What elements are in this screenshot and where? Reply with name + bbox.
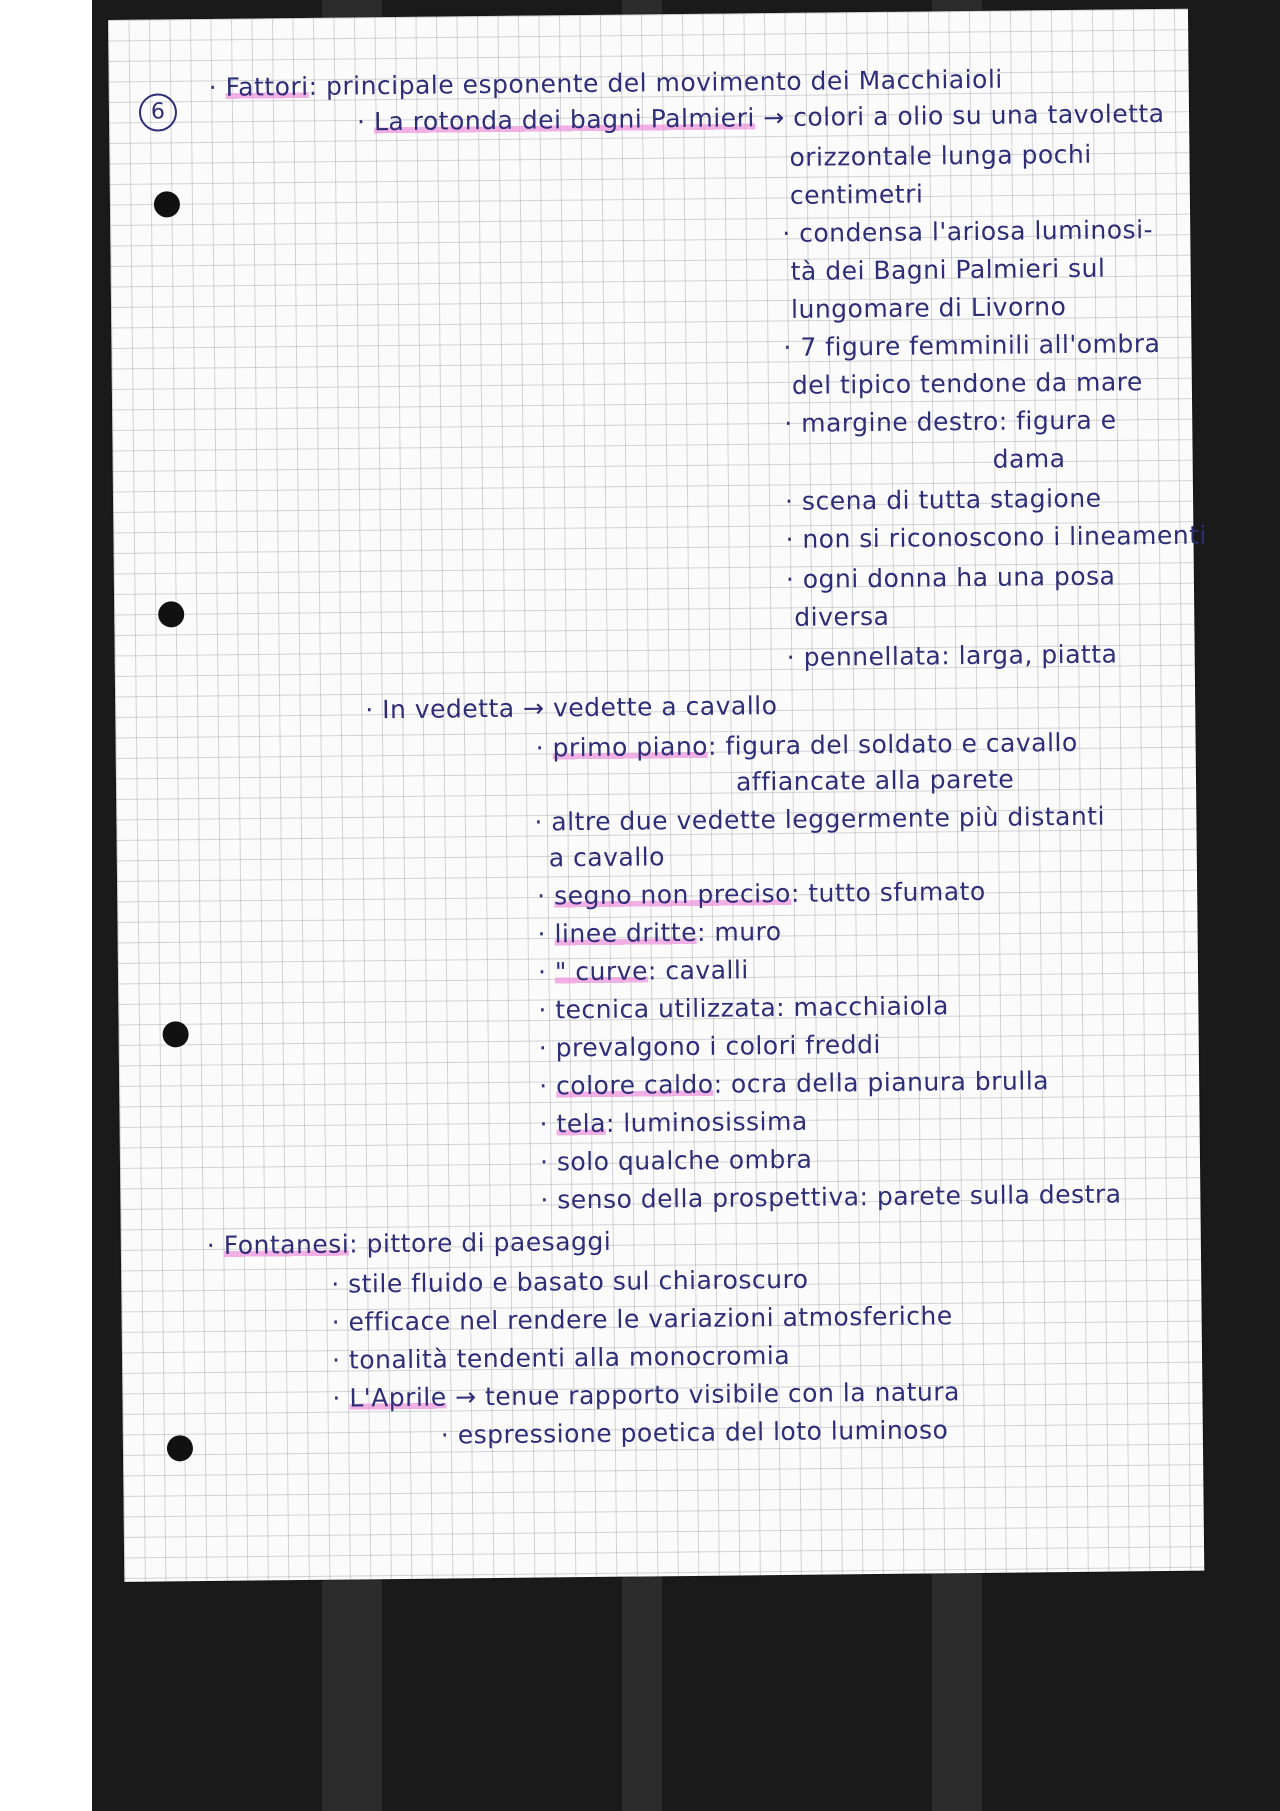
- fontanesi-work-detail: · espressione poetica del loto luminoso: [440, 1415, 949, 1450]
- vedetta-item-rest: : tutto sfumato: [790, 876, 986, 908]
- fattori-detail: · 7 figure femminili all'ombra: [783, 328, 1161, 362]
- fontanesi-work-title: L'Aprile: [349, 1382, 447, 1413]
- fattori-detail: del tipico tendone da mare: [791, 367, 1143, 400]
- page-number: 6: [139, 93, 177, 131]
- fattori-detail: · non si riconoscono i lineamenti: [785, 520, 1208, 554]
- fattori-heading-rest: : principale esponente del movimento dei Macchiaioli: [308, 64, 1003, 101]
- vedetta-item: a cavallo: [548, 842, 666, 873]
- fattori-detail: lungomare di Livorno: [790, 291, 1067, 324]
- fattori-heading-line: · Fattori: principale esponente del movimento dei Macchiaioli: [208, 64, 1003, 102]
- fattori-detail: diversa: [794, 601, 890, 632]
- binder-hole: [154, 191, 180, 217]
- vedetta-item-rest: : ocra della pianura brulla: [713, 1066, 1050, 1099]
- fattori-detail: · margine destro: figura e: [784, 405, 1117, 438]
- vedetta-item: · tecnica utilizzata: macchiaiola: [538, 991, 949, 1025]
- fattori-heading: Fattori: [225, 71, 309, 102]
- fattori-detail: centimetri: [789, 179, 924, 210]
- fontanesi-heading: Fontanesi: [223, 1229, 350, 1260]
- vedetta-item: · tela: luminosissima: [539, 1106, 808, 1139]
- fattori-detail: · ogni donna ha una posa: [785, 561, 1116, 594]
- vedetta-item: · segno non preciso: tutto sfumato: [537, 876, 986, 911]
- fattori-work-title: La rotonda dei bagni Palmieri: [373, 103, 755, 137]
- vedetta-item-lead: colore caldo: [555, 1069, 714, 1101]
- vedetta-item: · primo piano: figura del soldato e cavallo: [535, 727, 1078, 763]
- fattori-detail: · pennellata: larga, piatta: [786, 639, 1118, 672]
- vedetta-item: · " curve: cavalli: [537, 955, 749, 987]
- notebook-page: [108, 9, 1208, 1582]
- vedetta-item-lead: tela: [556, 1108, 607, 1139]
- vedetta-item-lead: segno non preciso: [553, 878, 792, 911]
- vedetta-item-rest: : cavalli: [647, 955, 749, 986]
- vedetta-item: · colore caldo: ocra della pianura brulla: [539, 1066, 1050, 1101]
- vedetta-item-lead: primo piano: [552, 731, 709, 763]
- vedetta-item-lead: " curve: [554, 956, 649, 987]
- vedetta-item-rest: : muro: [696, 916, 782, 947]
- fattori-detail: orizzontale lunga pochi: [789, 139, 1092, 172]
- binder-hole: [167, 1435, 193, 1461]
- vedetta-item-rest: : luminosissima: [605, 1106, 808, 1138]
- fontanesi-work-rest: → tenue rapporto visibile con la natura: [446, 1377, 961, 1412]
- vedetta-item: · senso della prospettiva: parete sulla destra: [540, 1179, 1122, 1215]
- fattori-detail: · condensa l'ariosa luminosi-: [782, 215, 1154, 248]
- fontanesi-heading-line: · Fontanesi: pittore di paesaggi: [206, 1226, 612, 1261]
- fontanesi-item: · efficace nel rendere le variazioni atmosferiche: [331, 1301, 953, 1337]
- binder-hole: [158, 601, 184, 627]
- vedetta-item-lead: linee dritte: [554, 917, 698, 949]
- fontanesi-work-line: · L'Aprile → tenue rapporto visibile con la natura: [332, 1377, 961, 1413]
- vedetta-item-rest: : figura del soldato e cavallo: [707, 727, 1078, 761]
- vedetta-item: · solo qualche ombra: [539, 1144, 813, 1177]
- fontanesi-item: · tonalità tendenti alla monocromia: [331, 1340, 791, 1375]
- binder-hole: [162, 1021, 188, 1047]
- fattori-detail: · scena di tutta stagione: [784, 483, 1102, 516]
- fattori-work-line: · La rotonda dei bagni Palmieri → colori a olio su una tavoletta: [356, 98, 1165, 137]
- fattori-work-rest: → colori a olio su una tavoletta: [754, 98, 1165, 133]
- fontanesi-item: · stile fluido e basato sul chiaroscuro: [331, 1264, 809, 1299]
- vedetta-item: · linee dritte: muro: [537, 916, 782, 949]
- vedetta-item: affiancate alla parete: [735, 764, 1015, 797]
- vedetta-title: · In vedetta → vedette a cavallo: [365, 691, 778, 725]
- fattori-detail: dama: [992, 443, 1066, 474]
- fontanesi-heading-rest: : pittore di paesaggi: [349, 1226, 612, 1259]
- fattori-detail: tà dei Bagni Palmieri sul: [790, 253, 1106, 286]
- vedetta-item: · altre due vedette leggermente più distanti: [534, 801, 1106, 837]
- vedetta-item: · prevalgono i colori freddi: [538, 1029, 882, 1063]
